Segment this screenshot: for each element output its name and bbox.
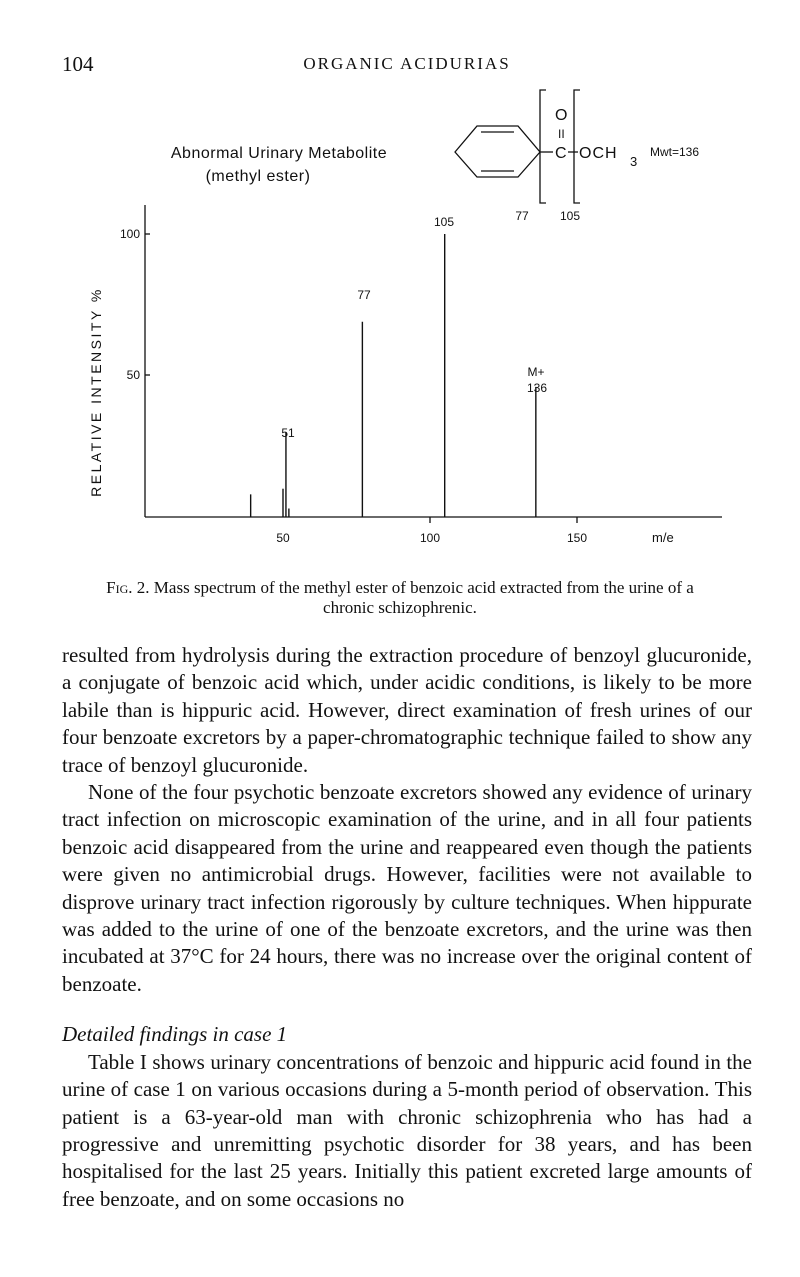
benzene-ring-icon — [455, 126, 540, 177]
peak-label-136: 136 — [526, 381, 548, 395]
methoxy-subscript: 3 — [630, 154, 638, 169]
figure-caption — [100, 578, 700, 618]
figure-caption-text: Mass spectrum of the methyl ester of benzoic acid extracted from the urine of a chronic schizophrenic. — [153, 578, 694, 617]
x-tick-label-100: 100 — [419, 531, 441, 545]
page-header — [62, 52, 752, 82]
chart-title-line1: Abnormal Urinary Metabolite — [170, 145, 388, 162]
mass-spectrum-figure — [0, 80, 800, 580]
peak-label-mplus: M+ — [527, 365, 545, 379]
spectrum-peaks — [251, 234, 536, 517]
mass-spectrum-chart — [0, 80, 800, 580]
y-tick-label-50: 50 — [126, 368, 140, 382]
methoxy-group: OCH — [579, 145, 618, 162]
peak-label-77: 77 — [357, 288, 371, 302]
body-text — [62, 642, 752, 1213]
section-heading: Detailed findings in case 1 — [62, 1022, 288, 1047]
figure-label: Fig. 2. — [106, 578, 150, 597]
fragment-bracket-left — [540, 90, 546, 203]
fragment-label-105: 105 — [559, 209, 581, 223]
double-bond: II — [558, 127, 565, 141]
page-number: 104 — [62, 52, 94, 76]
y-axis-label: RELATIVE INTENSITY % — [88, 287, 104, 497]
carbon-atom: C — [555, 145, 567, 162]
x-tick-label-50: 50 — [276, 531, 290, 545]
peak-label-105: 105 — [433, 215, 455, 229]
molecular-weight: Mwt=136 — [650, 145, 700, 159]
running-head: ORGANIC ACIDURIAS — [303, 54, 511, 73]
y-tick-label-100: 100 — [119, 227, 140, 241]
paragraph: None of the four psychotic benzoate excretors showed any evidence of urinary tract infection on microscopic examination of the urine, and in all four patients benzoic acid disappeared from the urine and reappeared even though the patients were given no antimicrobial drugs. However, facilities were not available to disprove urinary tract infection rigorously by culture techniques. When hippurate was added to the urine of one of the benzoate excretors, and the urine was then incubated at 37°C for 24 hours, there was no increase over the original content of benzoate. — [62, 780, 752, 996]
x-tick-label-150: 150 — [566, 531, 588, 545]
paragraph: resulted from hydrolysis during the extraction procedure of benzoyl glucuronide, a conjugate of benzoic acid which, under acidic conditions, is likely to be more labile than is hippuric acid. However, direct examination of fresh urines of our four benzoate excretors by a paper-chromatographic technique failed to show any trace of benzoyl glucuronide. — [62, 643, 752, 777]
oxygen-atom: O — [555, 107, 568, 124]
paragraph: Table I shows urinary concentrations of benzoic and hippuric acid found in the urine of case 1 on various occasions during a 5-month period of observation. This patient is a 63-year-old man with chronic schizophrenia who has had a progressive and unremitting psychotic disorder for 38 years, and has been hospitalised for the last 25 years. Initially this patient excreted large amounts of free benzoate, and on some occasions no — [62, 1049, 752, 1211]
peak-label-51: 51 — [281, 426, 295, 440]
x-axis-label: m/e — [652, 530, 674, 545]
chart-title-line2: (methyl ester) — [205, 168, 311, 185]
fragment-label-77: 77 — [515, 209, 529, 223]
